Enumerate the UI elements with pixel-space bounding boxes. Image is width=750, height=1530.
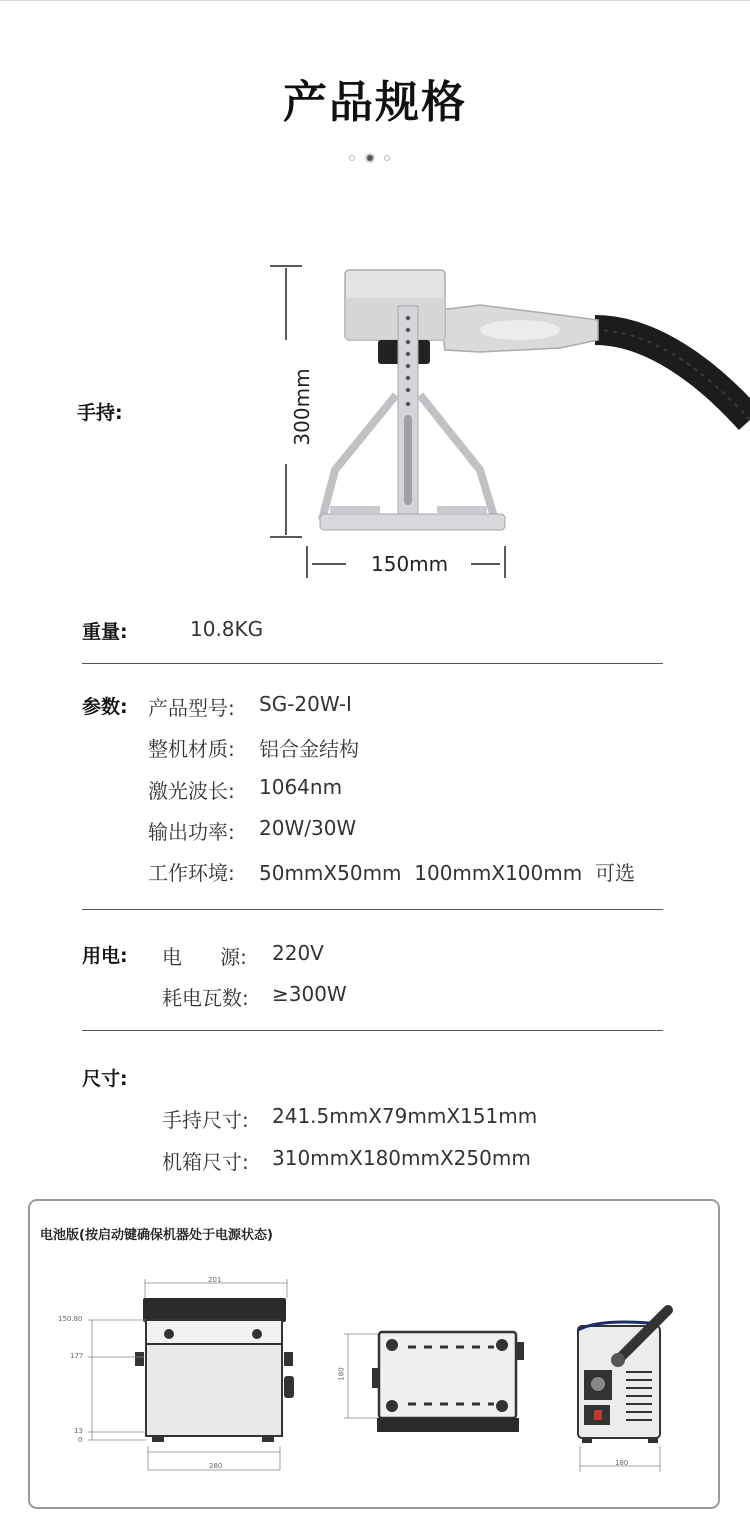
- divider-2: [82, 909, 663, 910]
- front-dim-bottom: 280: [209, 1462, 223, 1470]
- size-value-handheld: 241.5mmX79mmX151mm: [272, 1104, 538, 1128]
- battery-panel-caption: 电池版(按启动键确保机器处于电源状态): [40, 1228, 273, 1243]
- param-key-model: 产品型号:: [148, 696, 235, 720]
- params-label: 参数:: [82, 696, 128, 718]
- power-value-source: 220V: [272, 941, 324, 965]
- power-key-consumption: 耗电瓦数:: [162, 986, 249, 1010]
- handheld-label: 手持:: [77, 402, 123, 424]
- handheld-laser-illustration: [0, 0, 750, 600]
- size-value-case: 310mmX180mmX250mm: [272, 1146, 531, 1170]
- param-value-material: 铝合金结构: [259, 737, 359, 761]
- size-key-case: 机箱尺寸:: [162, 1150, 249, 1174]
- page-title: 产品规格: [283, 77, 467, 128]
- power-key-source: 电 源:: [162, 945, 247, 969]
- divider-1: [82, 663, 663, 664]
- param-key-workarea: 工作环境:: [148, 861, 235, 885]
- param-value-workarea: 50mmX50mm 100mmX100mm 可选: [259, 861, 635, 885]
- front-dim-left4: 0: [78, 1436, 83, 1444]
- param-key-wavelength: 激光波长:: [148, 779, 235, 803]
- front-dim-left3: 13: [74, 1427, 83, 1435]
- param-value-wavelength: 1064nm: [259, 775, 343, 799]
- weight-value: 10.8KG: [190, 617, 264, 641]
- param-key-material: 整机材质:: [148, 737, 235, 761]
- size-label: 尺寸:: [82, 1068, 128, 1090]
- power-value-consumption: ≥300W: [272, 982, 347, 1006]
- front-dim-top: 201: [208, 1276, 222, 1284]
- param-value-model: SG-20W-I: [259, 692, 352, 716]
- param-value-power: 20W/30W: [259, 816, 357, 840]
- power-label: 用电:: [82, 945, 128, 967]
- height-dimension-label: 300mm: [290, 368, 314, 446]
- top-dim-side: 180: [337, 1367, 346, 1381]
- divider-3: [82, 1030, 663, 1031]
- weight-label: 重量:: [82, 621, 128, 643]
- front-dim-left2: 177: [70, 1352, 84, 1360]
- front-dim-left1: 150.80: [58, 1315, 83, 1323]
- side-dim-bottom: 180: [615, 1459, 629, 1467]
- size-key-handheld: 手持尺寸:: [162, 1108, 249, 1132]
- width-dimension-label: 150mm: [371, 552, 449, 576]
- param-key-power: 输出功率:: [148, 820, 235, 844]
